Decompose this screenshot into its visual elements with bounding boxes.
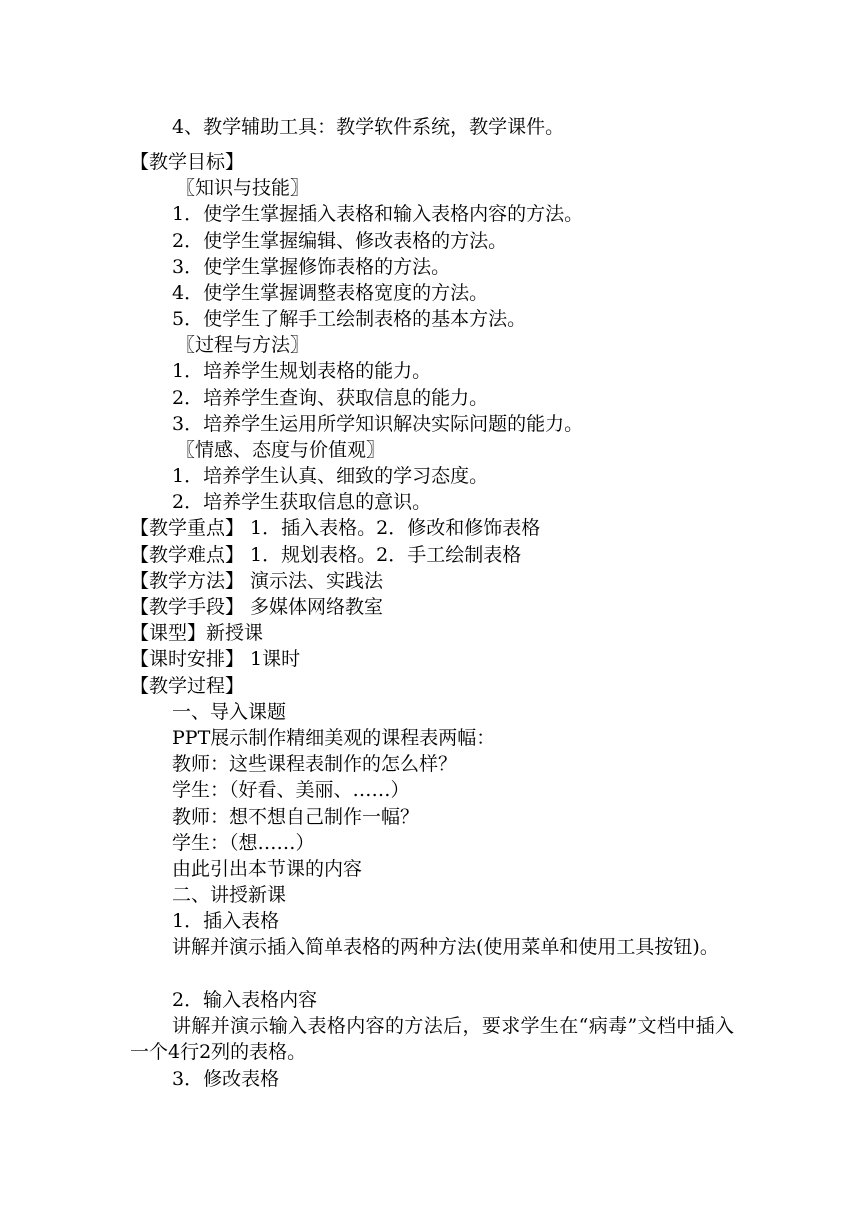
teaching-methods: 【教学方法】 演示法、实践法 <box>130 570 384 592</box>
intro-line: PPT展示制作精细美观的课程表两幅： <box>172 727 496 749</box>
knowledge-item: 5．使学生了解手工绘制表格的基本方法。 <box>172 308 527 330</box>
teaching-means: 【教学手段】 多媒体网络教室 <box>130 596 384 618</box>
step3-title: 3．修改表格 <box>172 1068 280 1090</box>
step2-text: 讲解并演示输入表格内容的方法后，要求学生在“病毒”文档中插入一个4行2列的表格。 <box>130 1015 734 1063</box>
attitude-item: 2．培养学生获取信息的意识。 <box>172 491 432 513</box>
step1-text: 讲解并演示插入简单表格的两种方法(使用菜单和使用工具按钮)。 <box>172 936 719 958</box>
knowledge-item: 1．使学生掌握插入表格和输入表格内容的方法。 <box>172 203 584 225</box>
attitude-item: 1．培养学生认真、细致的学习态度。 <box>172 465 489 487</box>
process-item: 3．培养学生运用所学知识解决实际问题的能力。 <box>172 413 584 435</box>
process-item: 1．培养学生规划表格的能力。 <box>172 360 432 382</box>
attitude-heading: 〖情感、态度与价值观〗 <box>176 439 386 461</box>
intro-line: 由此引出本节课的内容 <box>172 858 363 880</box>
intro-line: 学生：（好看、美丽、……） <box>172 779 410 801</box>
process-methods-heading: 〖过程与方法〗 <box>176 334 310 356</box>
tools-line: 4、教学辅助工具：教学软件系统，教学课件。 <box>172 116 565 138</box>
key-points: 【教学重点】 1．插入表格。2．修改和修饰表格 <box>130 517 541 539</box>
new-lesson-heading: 二、讲授新课 <box>172 884 287 906</box>
knowledge-item: 4．使学生掌握调整表格宽度的方法。 <box>172 282 489 304</box>
step1-title: 1．插入表格 <box>172 910 280 932</box>
lesson-type: 【课型】新授课 <box>130 622 264 644</box>
class-hours: 【课时安排】 1课时 <box>130 648 301 670</box>
process-item: 2．培养学生查询、获取信息的能力。 <box>172 387 489 409</box>
objectives-heading: 【教学目标】 <box>130 151 245 173</box>
intro-line: 教师：想不想自己制作一幅？ <box>172 806 420 828</box>
intro-line: 教师：这些课程表制作的怎么样？ <box>172 753 458 775</box>
knowledge-heading: 〖知识与技能〗 <box>176 177 310 199</box>
intro-line: 学生：（想……） <box>172 832 315 854</box>
knowledge-item: 3．使学生掌握修饰表格的方法。 <box>172 256 451 278</box>
intro-heading: 一、导入课题 <box>172 701 287 723</box>
teaching-process-heading: 【教学过程】 <box>130 675 245 697</box>
knowledge-item: 2．使学生掌握编辑、修改表格的方法。 <box>172 230 508 252</box>
difficulties: 【教学难点】 1．规划表格。2．手工绘制表格 <box>130 544 522 566</box>
step2-title: 2．输入表格内容 <box>172 989 318 1011</box>
